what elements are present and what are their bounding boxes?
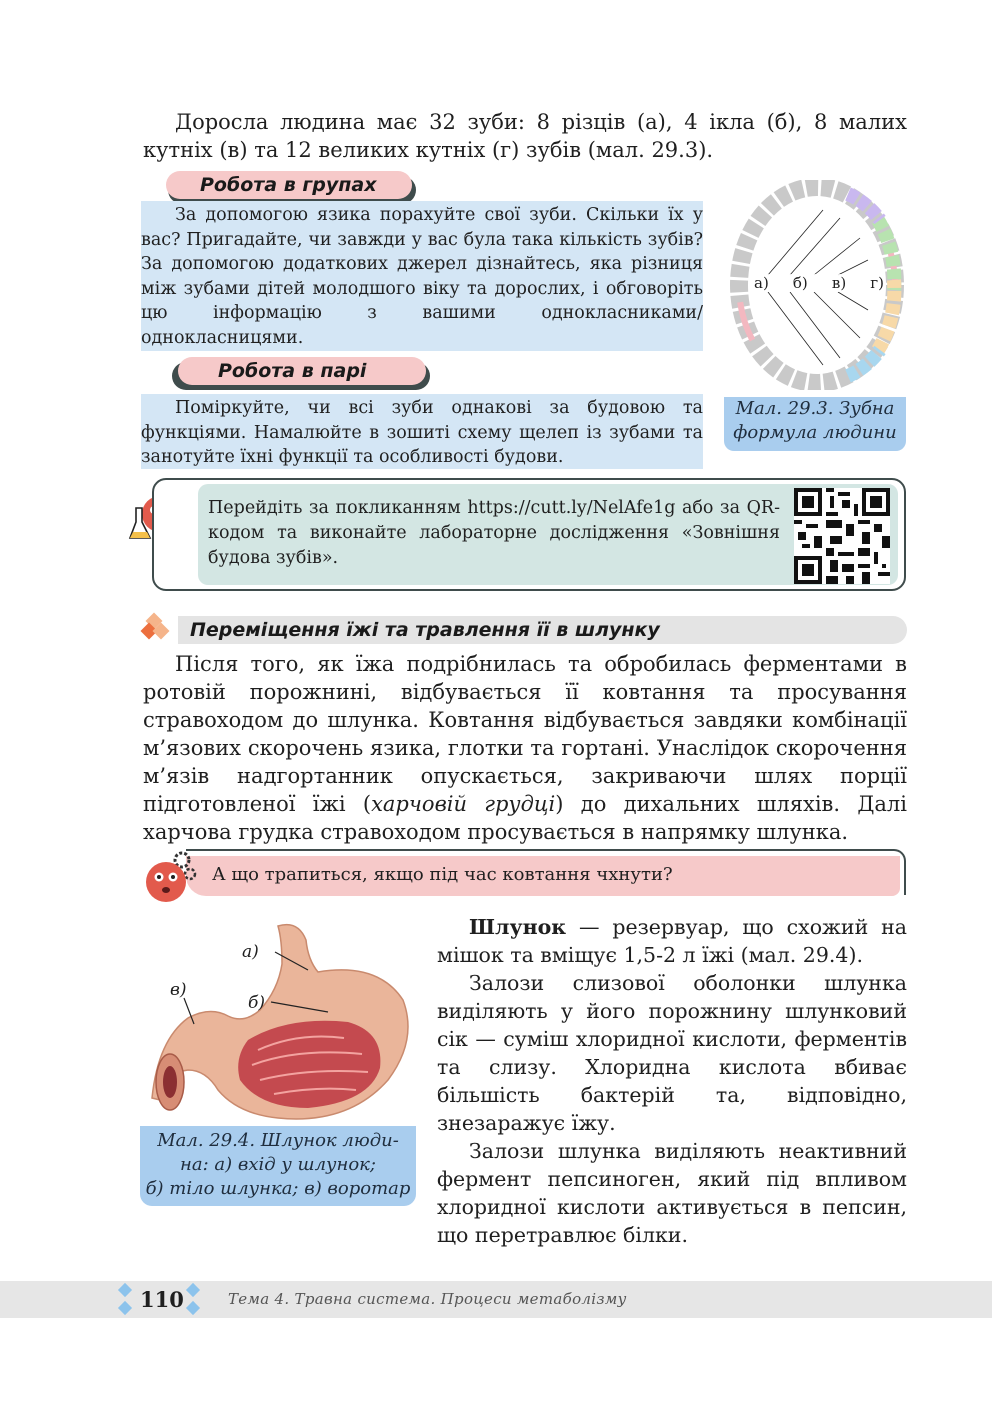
stomach-paragraph-1 — [437, 913, 907, 969]
stomach-illustration — [148, 920, 416, 1130]
pair-work-text: Поміркуйте, чи всі зуби однакові за будовою та функціями. Намалюйте в зошиті схему щелеп із зубами та занотуйте їхні функції та особливості будови. — [141, 398, 703, 467]
teeth-caption — [724, 397, 906, 451]
section-para-after: ) до дихальних шляхів. Далі харчова грудка стравоходом просувається в напрямку шлунка. — [143, 792, 907, 844]
teeth-labels — [754, 274, 884, 292]
stomach-paragraph-3: Залози шлунка виділяють неактивний фермент пепсиноген, який під впливом хлоридної кислоти активується в пепсин, що перетравлює білки. — [437, 1139, 907, 1247]
pair-work-header — [178, 357, 426, 385]
footer-diamond-icon — [186, 1301, 200, 1315]
stomach-figure — [148, 920, 416, 1130]
qr-box-text: Перейдіть за покликанням https://cutt.ly/NelAfe1g або за QR-кодом та виконайте лабораторне дослідження «Зовнішня будова зубів». — [208, 498, 780, 568]
qr-box — [198, 484, 898, 585]
group-work-title: Робота в групах — [200, 174, 377, 196]
stomach-caption — [140, 1126, 416, 1206]
pair-work-title: Робота в парі — [218, 360, 367, 382]
footer-diamond-icon — [118, 1301, 132, 1315]
group-work-text: За допомогою язика порахуйте свої зуби. Скільки їх у вас? Пригадайте, чи завжди у вас була така кількість зубів? За допомогою додаткових джерел дізнайтесь, яка різниця між зубами дітей молодшого віку та дорослих, і обговоріть цю інформацію з вашими однокласниками/однокласницями. — [141, 205, 703, 348]
stomach-label-v: в) — [170, 980, 187, 1000]
footer-diamond-icon — [118, 1283, 132, 1297]
pair-work-box — [141, 394, 703, 469]
thinking-heart-icon — [140, 850, 198, 906]
question-text: А що трапиться, якщо під час ковтання чхнути? — [212, 864, 673, 885]
footer-topic: Тема 4. Травна система. Процеси метаболізму — [228, 1290, 627, 1308]
footer-bar — [0, 1281, 992, 1318]
teeth-formula-figure — [728, 180, 906, 390]
page-number: 110 — [140, 1287, 184, 1312]
teeth-label-a: а) — [754, 274, 769, 292]
stomach-paragraph-2: Залози слизової оболонки шлунка виділяють у його порожнину шлунковий сік — суміш хлоридної кислоти, ферментів та слизу. Хлоридна кислота вбиває більшість бактерій та, відповідно, знезаражує їжу. — [437, 971, 907, 1135]
section-paragraph — [143, 650, 907, 846]
footer-diamond-icon — [186, 1283, 200, 1297]
section-title: Переміщення їжі та травлення її в шлунку — [190, 619, 660, 641]
section-para-italic: харчовій грудці — [371, 792, 556, 816]
intro-paragraph: Доросла людина має 32 зуби: 8 різців (а), 4 ікла (б), 8 малих кутніх (в) та 12 великих кутніх (г) зубів (мал. 29.3). — [143, 110, 907, 162]
stomach-caption-line1: Мал. 29.4. Шлунок люди- — [157, 1130, 399, 1151]
group-work-box — [141, 201, 703, 351]
teeth-label-b: б) — [792, 274, 808, 292]
stomach-text-column — [437, 913, 907, 1249]
stomach-label-a: а) — [242, 942, 259, 962]
group-work-header — [166, 171, 412, 199]
section-para-before: Після того, як їжа подрібнилась та обробилась ферментами в ротовій порожнині, відбувається її ковтання та просування стравоходом до шлунка. Ковтання відбувається завдяки комбінації м’язових скорочень язика, глотки та гортані. Унаслідок скорочення м’язів надгортанник опускається, закриваючи шлях порції підготовленої їжі ( — [143, 652, 907, 816]
question-box — [186, 856, 900, 896]
teeth-caption-line1: Мал. 29.3. Зубна — [735, 398, 895, 419]
stomach-caption-line2: на: а) вхід у шлунок; — [180, 1154, 376, 1175]
diamond-bullet-icon — [140, 612, 180, 646]
teeth-caption-line2: формула людини — [733, 422, 897, 443]
stomach-term: Шлунок — [469, 915, 567, 939]
stomach-p1-rest: — резервуар, що схожий на мішок та вміщує 1,5-2 л їжі (мал. 29.4). — [437, 915, 907, 967]
section-header-bar — [178, 616, 907, 644]
stomach-caption-line3: б) тіло шлунка; в) воротар — [145, 1178, 411, 1199]
teeth-label-v: в) — [831, 274, 847, 292]
qr-code-icon[interactable] — [794, 488, 890, 584]
teeth-label-g: г) — [870, 274, 884, 292]
stomach-label-b: б) — [248, 993, 266, 1013]
